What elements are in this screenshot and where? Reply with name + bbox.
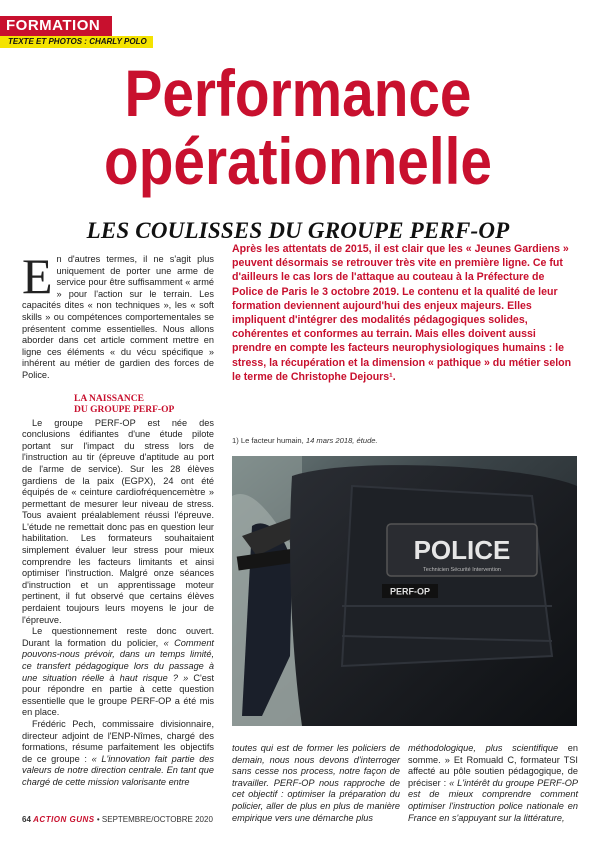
article-photo — [232, 456, 577, 726]
magazine-name: ACTION GUNS — [33, 815, 95, 824]
quote-run: « L'innovation fait partie des valeurs de notre direction centrale. En tant que chargé de cette mission valorisante entre — [22, 753, 215, 787]
body-paragraph — [22, 719, 214, 789]
footnote-text: 1) Le facteur humain, — [232, 436, 306, 445]
quote-run: « Comment pouvons-nous prévoir, dans un temps limité, ce transfert pédagogique lors du passage à une situation réelle à haut risque ? » — [22, 637, 214, 683]
text-run: Frédéric Pech, commissaire divisionnaire, directeur adjoint de l'ENP-Nîmes, chargé des formations, résume parfaitement les objectifs de ce groupe : — [22, 718, 214, 764]
body-paragraph: Le groupe PERF-OP est née des conclusions édifiantes d'une étude pilote portant sur l'impact du stress lors de l'instruction au tir (épreuve d'aptitude au port de l'arme de service). Sur les 28 élèves gardiens de la paix (EGPX), 24 ont été équipés de « ceinture cardiofréquencemètre » permettant de mesurer leur niveau de stress. Tous avaient préalablement réussi l'épreuve. L'étude ne remettait donc pas en question leur habilitation. Les formateurs souhaitaient simplement évaluer leur stress pour mieux comprendre les facteurs limitants et ainsi optimiser l'instruction. Malgré onze séances d'instruction et un apprentissage moteur pertinent, il fut observé que certains élèves perdaient toujours leurs moyens le jour de l'épreuve. — [22, 417, 214, 625]
intro-paragraph: n d'autres termes, il ne s'agit plus uniquement de porter une arme de service pour être suffisamment « armé » pour l'action sur le terrain. Les capacités dites « non techniques », les « soft skills » ou compétences comportementales se présentent comme essentielles. Nous allons aborder dans cet article comment mettre en ligne ces éléments « du vécu spécifique » inhérent au métier de gardien des forces de Police. — [22, 254, 214, 380]
issue-date: • SEPTEMBRE/OCTOBRE 2020 — [96, 815, 213, 824]
police-patch-small-text: Technicien Sécurité Intervention — [423, 567, 501, 573]
headline-line-2: opérationnelle — [104, 124, 492, 198]
section-tab — [0, 16, 112, 36]
perf-op-tag-text: PERF-OP — [389, 586, 431, 597]
footnote-date: 14 mars 2018, étude. — [305, 436, 378, 445]
headline-line-1: Performance — [124, 56, 472, 130]
photo-illustration — [232, 456, 577, 726]
subheading-line-2: DU GROUPE PERF-OP — [74, 404, 175, 415]
lead-paragraph: Après les attentats de 2015, il est clair que les « Jeunes Gardiens » peuvent désormais se retrouver très vite en première ligne. Ce fut d'ailleurs le cas lors de l'attaque au couteau à la Préfecture de Police de Paris le 3 octobre 2019. Le contenu et la qualité de leur formation deviennent aujourd'hui des enjeux majeurs. Elles impliquent d'intégrer des modalités pédagogiques solides, cohérentes et conformes au terrain. Mais elles doivent aussi prendre en compte les facteurs neurophysiologiques humains : le stress, la récupération et la dimension « pathique » du métier selon le terme de Christophe Dejours¹. — [232, 243, 572, 383]
police-patch-text: POLICE — [413, 535, 511, 565]
body-paragraph — [22, 626, 214, 719]
section-subheading — [22, 394, 214, 416]
quote-run: « L'intérêt du groupe PERF-OP est de mieux comprendre comment optimiser l'instruction police nationale en France en s'appuyant sur la littérature, — [408, 777, 578, 823]
text-run: Le questionnement reste donc ouvert. Durant la formation du policier, — [22, 626, 214, 648]
drop-cap: E — [22, 248, 53, 304]
text-run: en somme. » Et Romuald C, formateur TSI affecté au pôle soutien pédagogique, de préciser : — [408, 743, 578, 788]
subheading-line-1: LA NAISSANCE — [74, 393, 144, 404]
text-run: C'est pour répondre en partie à cette question essentielle que le groupe PERF-OP a été mis en place. — [22, 672, 215, 718]
right-column — [408, 743, 578, 824]
footnote — [232, 436, 577, 445]
photo-credit: TEXTE ET PHOTOS : CHARLY POLO — [0, 36, 153, 48]
text-run: méthodologique, plus scientifique — [408, 743, 559, 753]
page-footer — [22, 815, 213, 824]
section-label: FORMATION — [6, 17, 101, 34]
middle-column: toutes qui est de former les policiers de demain, nous nous devons d'interroger sans cesse nos process, notre façon de travailler. PERF-OP nous rapproche de cet objectif : optimiser la préparation du policier, aller de plus en plus de manière empirique vers une démarche plus — [232, 743, 400, 823]
subtitle: LES COULISSES DU GROUPE PERF-OP — [86, 218, 510, 243]
page-number: 64 — [22, 815, 31, 824]
left-column — [22, 248, 215, 789]
